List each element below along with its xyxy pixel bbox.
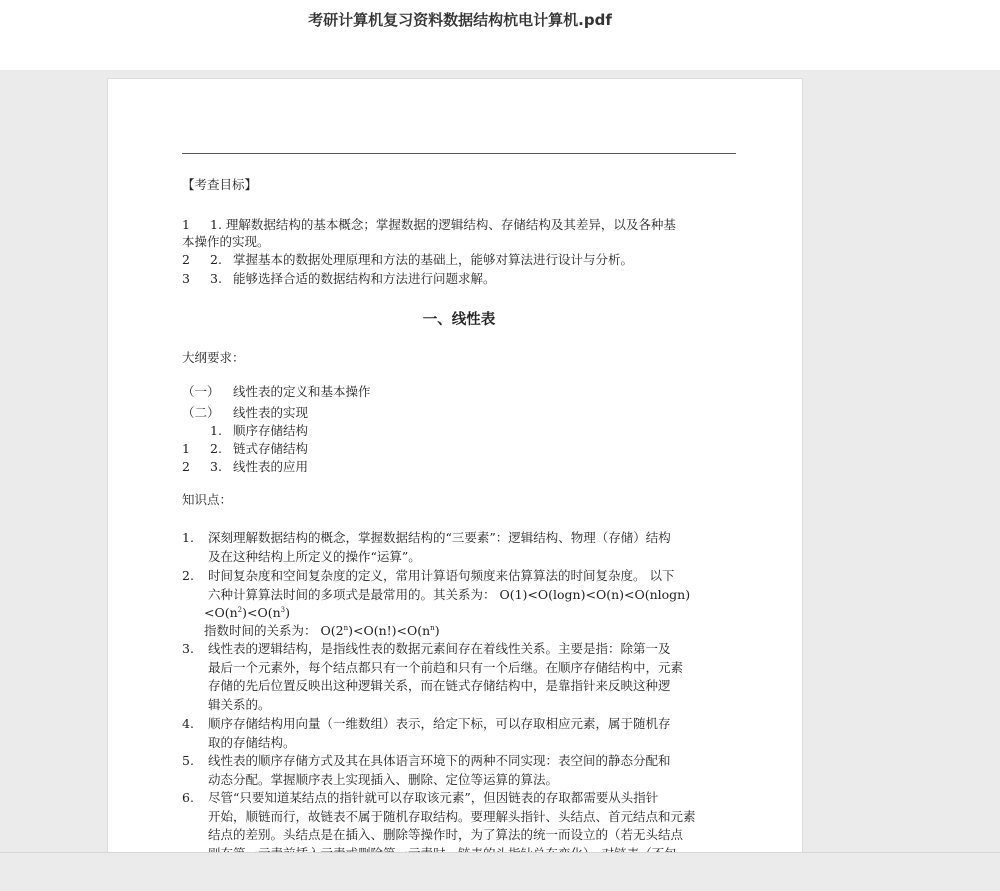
knowledge-point-1 — [208, 529, 738, 566]
title-bar — [0, 0, 1000, 70]
knowledge-number: 1. — [182, 530, 194, 545]
outline-text: 线性表的定义和基本操作 — [233, 384, 371, 399]
objective-text: 能够选择合适的数据结构和方法进行问题求解。 — [233, 271, 496, 286]
outline-marker: 2 — [182, 459, 190, 474]
objective-text-cont: 本操作的实现。 — [182, 234, 270, 249]
knowledge-line: 线性表的逻辑结构，是指线性表的数据元素间存在着线性关系。主要是指：除第一及 — [208, 641, 671, 656]
objective-marker: 3 — [182, 271, 190, 286]
outline-label: 大纲要求： — [182, 350, 245, 365]
exponential-formula: 指数时间的关系为： $O(2^n)<O(n!)<O(n^n)$ — [204, 623, 440, 638]
knowledge-line: 动态分配。掌握顺序表上实现插入、删除、定位等运算的算法。 — [208, 771, 559, 787]
outline-number: 3. — [210, 459, 222, 474]
objectives-title: 【考查目标】 — [182, 177, 258, 192]
knowledge-line: 六种计算算法时间的多项式是最常用的。其关系为： O(1)<O(logn)<O(n)<O(nlogn) — [208, 586, 691, 602]
knowledge-line: 及在这种结构上所定义的操作“运算”。 — [208, 548, 421, 564]
knowledge-line: 深刻理解数据结构的概念，掌握数据结构的“三要素”：逻辑结构、物理（存储）结构 — [208, 530, 671, 545]
knowledge-number: 2. — [182, 568, 194, 583]
bottom-toolbar — [0, 852, 1000, 891]
knowledge-line: 时间复杂度和空间复杂度的定义，常用计算语句频度来估算算法的时间复杂度。 以下 — [208, 568, 675, 583]
header-rule — [182, 153, 736, 154]
outline-text: 链式存储结构 — [233, 441, 309, 456]
knowledge-line: 线性表的顺序存储方式及其在具体语言环境下的两种不同实现：表空间的静态分配和 — [208, 753, 671, 768]
knowledge-point-4 — [208, 715, 738, 752]
outline-number: 2. — [210, 441, 222, 456]
outline-text: 顺序存储结构 — [233, 423, 309, 438]
knowledge-line: 尽管“只要知道某结点的指针就可以存取该元素”，但因链表的存取都需要从头指针 — [208, 790, 659, 805]
objective-number: 1. — [210, 217, 222, 232]
complexity-formula: $<O(n^2)<O(n^3)$ — [204, 605, 291, 620]
objective-1 — [182, 216, 742, 250]
objective-number: 2. — [210, 252, 222, 267]
knowledge-line: 开始，顺链而行，故链表不属于随机存取结构。要理解头指针、头结点、首元结点和元素 — [208, 808, 696, 824]
outline-number: （一） — [182, 384, 220, 399]
outline-text: 线性表的实现 — [233, 405, 309, 420]
knowledge-point-2 — [208, 567, 738, 604]
knowledge-number: 3. — [182, 641, 194, 656]
knowledge-line: 顺序存储结构用向量（一维数组）表示，给定下标，可以存取相应元素，属于随机存 — [208, 716, 671, 731]
knowledge-point-3 — [208, 640, 738, 714]
knowledge-line: 存储的先后位置反映出这种逻辑关系，而在链式存储结构中，是靠指针来反映这种逻 — [208, 678, 671, 693]
knowledge-number: 5. — [182, 753, 194, 768]
objective-marker: 2 — [182, 252, 190, 267]
section-heading: 一、线性表 — [422, 312, 496, 328]
pdf-page — [107, 78, 803, 868]
knowledge-label: 知识点： — [182, 492, 233, 507]
outline-marker: 1 — [182, 441, 190, 456]
objective-text: 掌握基本的数据处理原理和方法的基础上，能够对算法进行设计与分析。 — [233, 252, 634, 267]
document-title: 考研计算机复习资料数据结构杭电计算机.pdf — [308, 11, 612, 29]
outline-number: （二） — [182, 405, 220, 420]
knowledge-line: 辑关系的。 — [208, 696, 271, 712]
objective-marker: 1 — [182, 217, 190, 232]
knowledge-line: 结点的差别。头结点是在插入、删除等操作时，为了算法的统一而设立的（若无头结点 — [208, 827, 684, 842]
knowledge-point-5 — [208, 752, 738, 789]
knowledge-line: 最后一个元素外，每个结点都只有一个前趋和只有一个后继。在顺序存储结构中，元素 — [208, 659, 684, 675]
objective-text: 理解数据结构的基本概念；掌握数据的逻辑结构、存储结构及其差异，以及各种基 — [225, 217, 676, 232]
knowledge-line: 取的存储结构。 — [208, 734, 296, 750]
outline-text: 线性表的应用 — [233, 459, 309, 474]
objective-number: 3. — [210, 271, 222, 286]
outline-number: 1. — [210, 423, 222, 438]
knowledge-number: 4. — [182, 716, 194, 731]
knowledge-number: 6. — [182, 790, 194, 805]
